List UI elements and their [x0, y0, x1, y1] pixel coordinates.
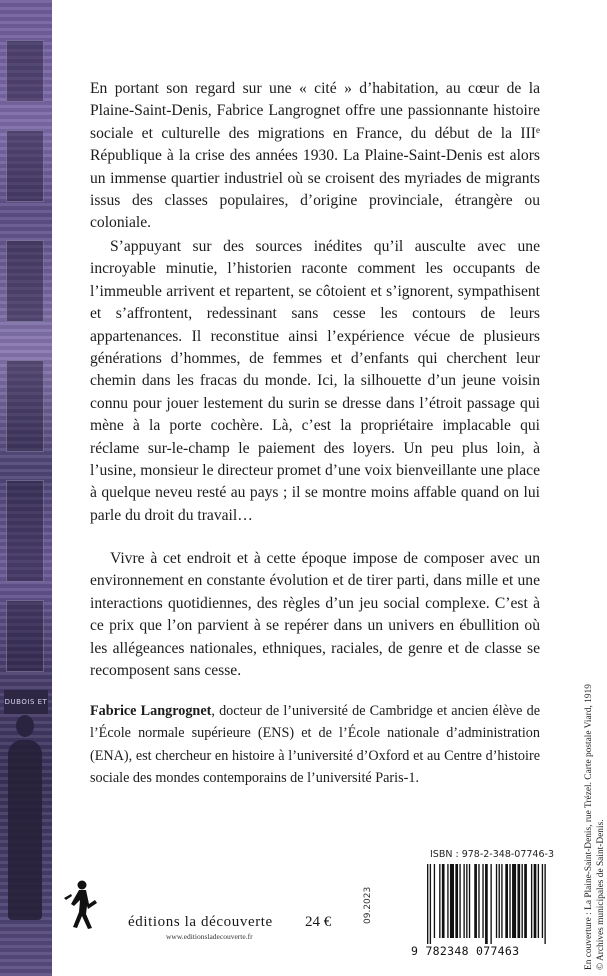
barcode-bar — [490, 864, 491, 944]
ordinal-superscript: e — [536, 124, 540, 135]
barcode-bar — [434, 864, 435, 938]
photo-window — [6, 480, 44, 582]
cover-credit-line-2: © Archives municipales de Saint-Denis. — [596, 819, 606, 970]
barcode-bar — [469, 864, 470, 938]
barcode-bar — [430, 864, 431, 944]
photo-shop-sign: DUBOIS ET — [4, 690, 48, 714]
blurb-paragraph-3: Vivre à cet endroit et à cette époque impose de composer avec un environnement en constante évolution et de tirer parti, dans mille et une interactions quotidiennes, des règles d’un jeu social complexe. C’est à ce prix que l’on parvient à se repérer dans un univers en ébullition où les allégeances nationales, ethniques, raciales, de genre et de classe se recomposent sans cesse. — [90, 550, 540, 680]
barcode — [415, 864, 565, 956]
barcode-bar — [501, 864, 502, 938]
barcode-bar — [509, 864, 510, 938]
barcode-bar — [459, 864, 460, 938]
photo-person-head — [16, 715, 34, 737]
blurb-text: République à la crise des années 1930. La Plaine-Saint-Denis est alors un immense quartier industriel où se croisent des myriades de migrants issus des classes populaires, d’origine provinciale, étrangère ou coloniale. — [90, 147, 540, 232]
photo-window — [6, 130, 44, 202]
publisher-name: éditions la découverte — [128, 914, 273, 930]
barcode-bar — [531, 864, 532, 938]
price: 24 € — [305, 914, 332, 930]
blurb-paragraph-1 — [90, 78, 540, 235]
barcode-bar — [517, 864, 520, 938]
barcode-bar — [427, 864, 428, 944]
author-name: Fabrice Langrognet — [90, 703, 212, 719]
author-bio — [90, 700, 540, 790]
blurb-paragraph-2: S’appuyant sur des sources inédites qu’il ausculte avec une incroyable minutie, l’historien raconte comment les occupants de l’immeuble arrivent et repartent, se côtoient et s’ignorent, sympathisent et s’affrontent, redessinant sans cesse les contours de leurs appartenances. Il reconstitue ainsi l’expérience vécue de plusieurs générations d’hommes, de femmes et d’enfants qui cherchent leur chemin dans les fracas du monde. Ici, la silhouette d’un jeune voisin connu pour jouer lestement du surin se dresse dans l’étroit passage qui mène à la porte cochère. Là, c’est la propriétaire implacable qui réclame sur-le-champ le paiement des loyers. Un peu plus loin, à l’usine, monsieur le directeur promet d’une voix bienveillante une place à quelque neveu resté au pays ; il se montre moins affable quand on lui parle du droit du travail… — [90, 238, 540, 524]
barcode-bar — [522, 864, 523, 938]
isbn-label: ISBN : 978-2-348-07746-3 — [430, 849, 554, 860]
barcode-bar — [534, 864, 537, 938]
photo-window — [6, 40, 44, 102]
barcode-bar — [455, 864, 458, 938]
publisher-url: www.editionsladecouverte.fr — [166, 932, 253, 941]
barcode-bar — [466, 864, 467, 938]
barcode-bar — [542, 864, 543, 938]
author-bio-text: , docteur de l’université de Cambridge et ancien élève de l’École normale supérieure (ENS) et de l’École nationale d’administration (ENA), est chercheur en histoire à l’université d’Oxford et au Centre d’histoire sociale des mondes contemporains de l’université Paris-1. — [90, 703, 540, 787]
barcode-bar — [524, 864, 527, 938]
barcode-bar — [482, 864, 483, 938]
photo-window — [6, 240, 44, 322]
barcode-bar — [505, 864, 508, 938]
barcode-bar — [512, 864, 516, 938]
cover-credit-line-1: En couverture : La Plaine-Saint-Denis, rue Trézel. Carte postale Viard, 1919 — [584, 684, 594, 970]
barcode-bar — [485, 864, 488, 944]
barcode-bar — [463, 864, 464, 938]
cover-credit — [583, 570, 607, 970]
photo-window — [6, 360, 44, 452]
barcode-bar — [478, 864, 479, 938]
barcode-bar — [496, 864, 497, 938]
barcode-bars — [415, 864, 565, 944]
photo-window — [6, 600, 44, 672]
cover-photo-strip — [0, 0, 52, 976]
barcode-bar — [538, 864, 539, 938]
barcode-bar — [544, 864, 545, 944]
barcode-digits: 9 782348 077463 — [411, 944, 565, 958]
barcode-bar — [450, 864, 454, 938]
barcode-bar — [447, 864, 448, 938]
blurb-text: En portant son regard sur une « cité » d’habitation, au cœur de la Plaine-Saint-Denis, Fabrice Langrognet offre une passionnante histoire sociale et culturelle des migrations en France, du début de la III — [90, 80, 540, 142]
barcode-bar — [499, 864, 500, 938]
photo-person — [8, 740, 42, 920]
print-date-code: 09.2023 — [363, 886, 373, 924]
barcode-bar — [442, 864, 445, 938]
barcode-bar — [474, 864, 477, 938]
walking-man-logo-icon — [62, 878, 104, 930]
barcode-bar — [439, 864, 440, 938]
